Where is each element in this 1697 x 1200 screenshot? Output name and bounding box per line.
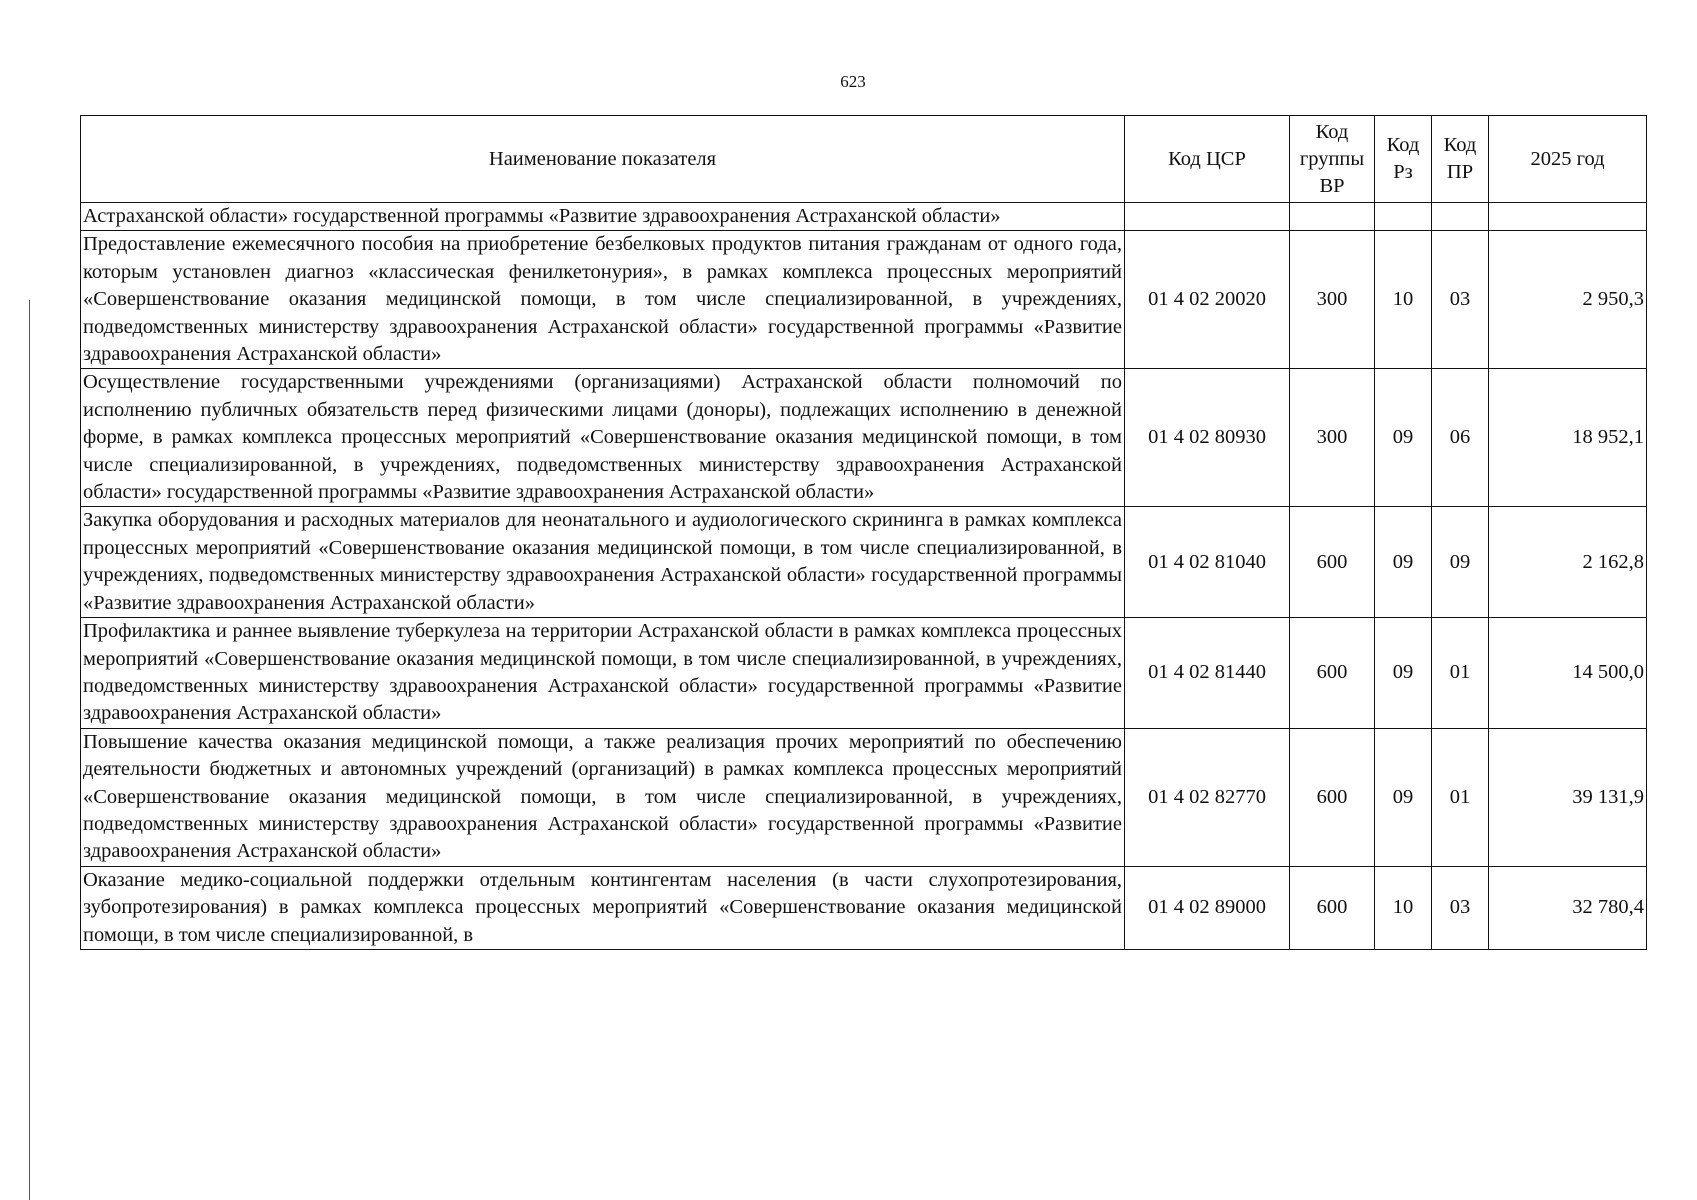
row-vr: 600: [1290, 728, 1375, 866]
row-amount: [1489, 203, 1647, 231]
header-vr: Код группы ВР: [1290, 116, 1375, 203]
row-name: Осуществление государственными учреждениями (организациями) Астраханской области полномочий по исполнению публичных обязательств перед физическими лицами (доноры), подлежащих исполнению в денежной форме, в рамках комплекса процессных мероприятий «Совершенствование оказания медицинской помощи, в том числе специализированной, в учреждениях, подведомственных министерству здравоохранения Астраханской области» государственной программы «Развитие здравоохранения Астраханской области»: [81, 369, 1125, 507]
row-csr: [1125, 203, 1290, 231]
row-rz: 09: [1375, 618, 1432, 729]
row-rz: 09: [1375, 728, 1432, 866]
row-rz: 10: [1375, 866, 1432, 949]
row-pr: 09: [1432, 507, 1489, 618]
row-name: Закупка оборудования и расходных материалов для неонатального и аудиологического скрининга в рамках комплекса процессных мероприятий «Совершенствование оказания медицинской помощи, в том числе специализированной, в учреждениях, подведомственных министерству здравоохранения Астраханской области» государственной программы «Развитие здравоохранения Астраханской области»: [81, 507, 1125, 618]
row-pr: 06: [1432, 369, 1489, 507]
row-rz: 09: [1375, 507, 1432, 618]
row-name: Астраханской области» государственной программы «Развитие здравоохранения Астраханской области»: [81, 203, 1125, 231]
row-vr: 600: [1290, 866, 1375, 949]
table-row: [81, 369, 1647, 507]
table-row: [81, 728, 1647, 866]
row-vr: 600: [1290, 618, 1375, 729]
row-csr: 01 4 02 82770: [1125, 728, 1290, 866]
row-pr: [1432, 203, 1489, 231]
header-name: Наименование показателя: [81, 116, 1125, 203]
budget-table: [80, 115, 1647, 950]
row-pr: 01: [1432, 618, 1489, 729]
header-pr: Код ПР: [1432, 116, 1489, 203]
row-vr: 600: [1290, 507, 1375, 618]
row-amount: 2 162,8: [1489, 507, 1647, 618]
header-year: 2025 год: [1489, 116, 1647, 203]
row-rz: 09: [1375, 369, 1432, 507]
row-amount: 18 952,1: [1489, 369, 1647, 507]
table-row: [81, 203, 1647, 231]
header-csr: Код ЦСР: [1125, 116, 1290, 203]
header-rz: Код Рз: [1375, 116, 1432, 203]
row-csr: 01 4 02 81040: [1125, 507, 1290, 618]
row-rz: [1375, 203, 1432, 231]
row-name: Профилактика и раннее выявление туберкулеза на территории Астраханской области в рамках комплекса процессных мероприятий «Совершенствование оказания медицинской помощи, в том числе специализированной, в учреждениях, подведомственных министерству здравоохранения Астраханской области» государственной программы «Развитие здравоохранения Астраханской области»: [81, 618, 1125, 729]
row-name: Повышение качества оказания медицинской помощи, а также реализация прочих мероприятий по обеспечению деятельности бюджетных и автономных учреждений (организаций) в рамках комплекса процессных мероприятий «Совершенствование оказания медицинской помощи, в том числе специализированной, в учреждениях, подведомственных министерству здравоохранения Астраханской области» государственной программы «Развитие здравоохранения Астраханской области»: [81, 728, 1125, 866]
row-csr: 01 4 02 80930: [1125, 369, 1290, 507]
row-rz: 10: [1375, 231, 1432, 369]
header-row: [81, 116, 1647, 203]
table-row: [81, 866, 1647, 949]
row-amount: 14 500,0: [1489, 618, 1647, 729]
row-pr: 01: [1432, 728, 1489, 866]
scan-edge-line: [29, 300, 30, 1200]
row-amount: 39 131,9: [1489, 728, 1647, 866]
table-row: [81, 231, 1647, 369]
row-pr: 03: [1432, 866, 1489, 949]
row-name: Оказание медико-социальной поддержки отдельным контингентам населения (в части слухопротезирования, зубопротезирования) в рамках комплекса процессных мероприятий «Совершенствование оказания медицинской помощи, в том числе специализированной, в: [81, 866, 1125, 949]
row-name: Предоставление ежемесячного пособия на приобретение безбелковых продуктов питания гражданам от одного года, которым установлен диагноз «классическая фенилкетонурия», в рамках комплекса процессных мероприятий «Совершенствование оказания медицинской помощи, в том числе специализированной, в учреждениях, подведомственных министерству здравоохранения Астраханской области» государственной программы «Развитие здравоохранения Астраханской области»: [81, 231, 1125, 369]
row-amount: 2 950,3: [1489, 231, 1647, 369]
row-vr: 300: [1290, 231, 1375, 369]
table-row: [81, 618, 1647, 729]
row-vr: [1290, 203, 1375, 231]
table-row: [81, 507, 1647, 618]
row-csr: 01 4 02 89000: [1125, 866, 1290, 949]
page-number: 623: [840, 72, 866, 91]
row-csr: 01 4 02 81440: [1125, 618, 1290, 729]
row-vr: 300: [1290, 369, 1375, 507]
row-pr: 03: [1432, 231, 1489, 369]
row-csr: 01 4 02 20020: [1125, 231, 1290, 369]
row-amount: 32 780,4: [1489, 866, 1647, 949]
